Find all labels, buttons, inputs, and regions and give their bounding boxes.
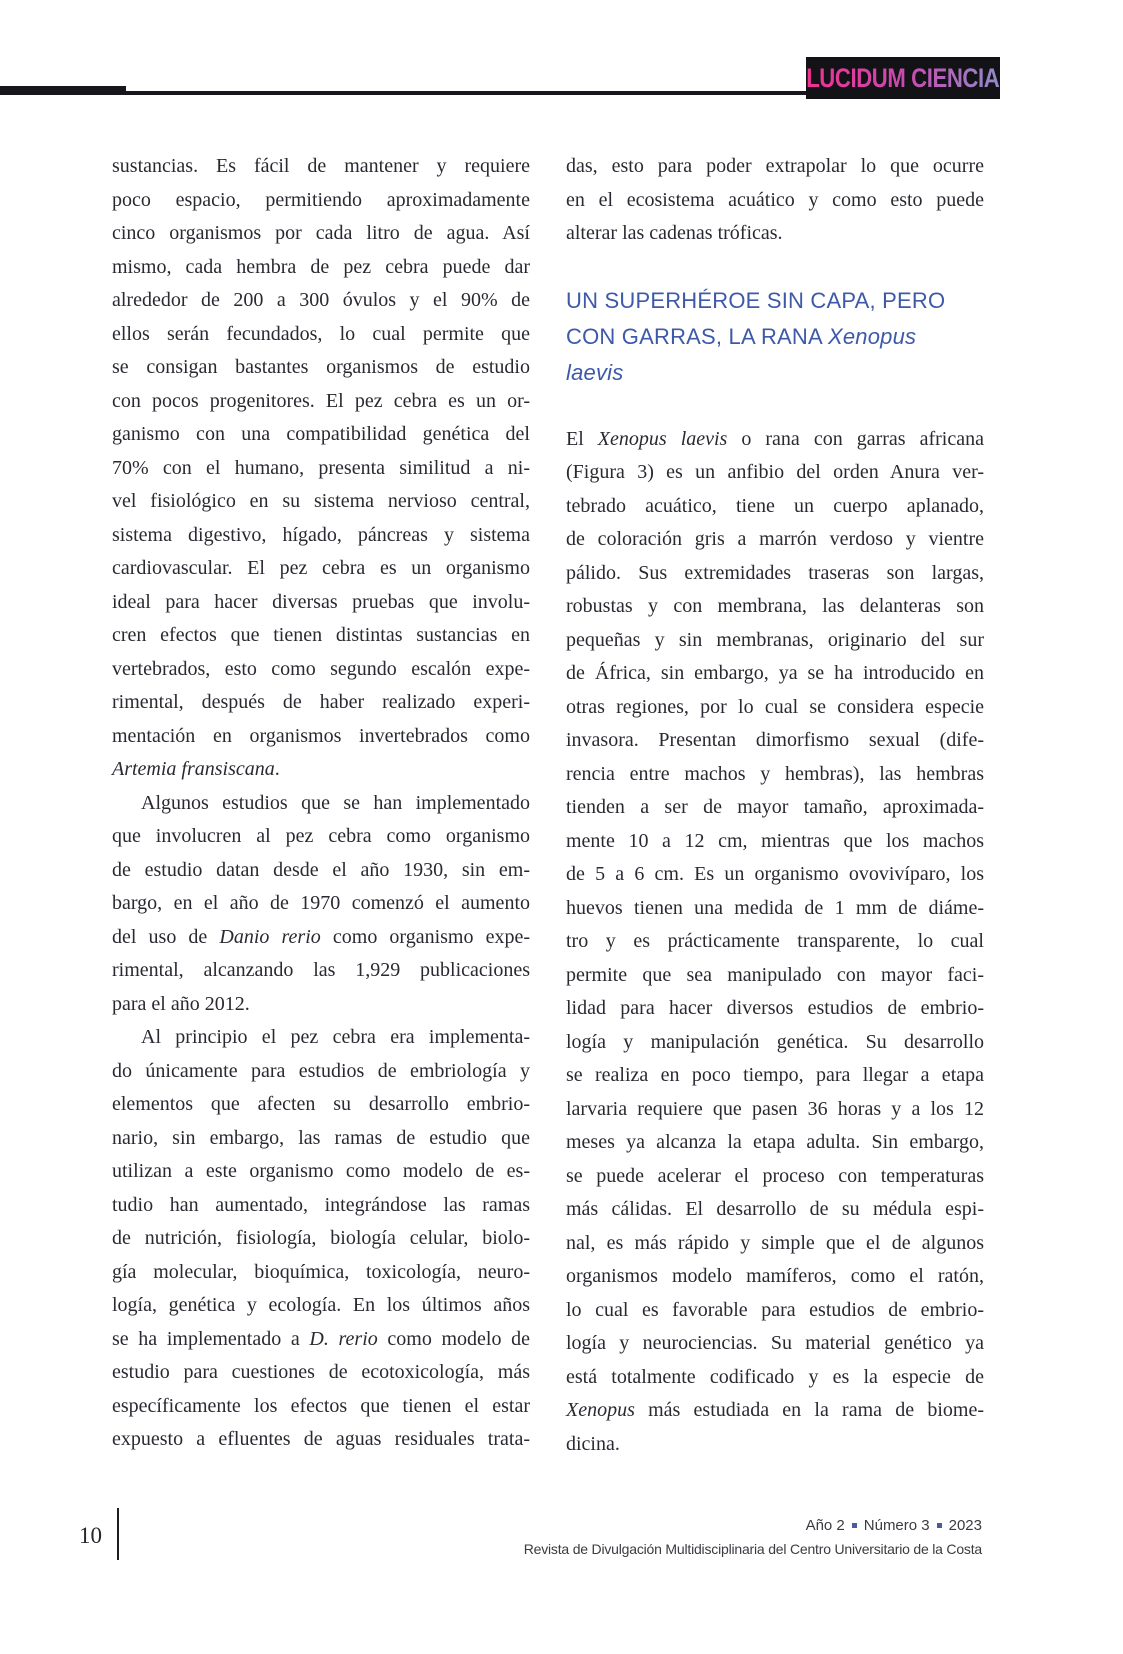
- text-line: [112, 1189, 530, 1223]
- text-run: se ha implementado a: [112, 1327, 310, 1350]
- text-line: [112, 586, 530, 620]
- header-rule: [120, 91, 810, 95]
- text-line: [566, 858, 984, 892]
- heading-line: [566, 319, 984, 355]
- text-run: de 5 a 6 cm. Es un organismo ovovivíparo, los: [566, 863, 984, 885]
- text-line: [112, 452, 530, 486]
- text-line: [566, 1193, 984, 1227]
- paragraph: [566, 423, 984, 1462]
- text-run: permite que sea manipulado con mayor faci-: [566, 963, 984, 986]
- text-run: 70% con el humano, presenta similitud a ni-: [112, 456, 530, 479]
- journal-name: Revista de Divulgación Multidisciplinaria del Centro Universitario de la Costa: [523, 1541, 982, 1557]
- text-line: [112, 1222, 530, 1256]
- text-line: [566, 150, 984, 184]
- text-run: nario, sin embargo, las ramas de estudio que: [112, 1126, 530, 1149]
- text-run: está totalmente codificado y es la especie de: [566, 1365, 984, 1388]
- text-run: nal, es más rápido y simple que el de algunos: [566, 1231, 984, 1254]
- text-line: [112, 1055, 530, 1089]
- text-line: [566, 1428, 984, 1462]
- text-run: más estudiada en la rama de biome-: [634, 1399, 984, 1421]
- text-run: larvaria requiere que pasen 36 horas y a los 12: [566, 1097, 984, 1120]
- text-run: organismos modelo mamíferos, como el ratón,: [566, 1265, 984, 1287]
- text-run: sistema digestivo, hígado, páncreas y sistema: [112, 523, 530, 546]
- text-line: [112, 653, 530, 687]
- text-run: meses ya alcanza la etapa adulta. Sin embargo,: [566, 1131, 984, 1153]
- text-run: rimental, después de haber realizado experi-: [112, 691, 530, 713]
- footer-info: [524, 1517, 982, 1557]
- text-run: Algunos estudios que se han implementado: [141, 791, 530, 814]
- text-line: [112, 1122, 530, 1156]
- text-line: [566, 423, 984, 457]
- species-name-italic: Xenopus: [566, 1399, 635, 1421]
- text-run: lo cual es favorable para estudios de embrio-: [566, 1298, 984, 1321]
- text-run: o rana con garras africana: [727, 427, 984, 450]
- text-line: [566, 992, 984, 1026]
- text-line: [112, 217, 530, 251]
- heading-line: [566, 355, 984, 391]
- text-line: [112, 351, 530, 385]
- text-run: Al principio el pez cebra era implementa-: [141, 1026, 530, 1048]
- text-run: CON GARRAS, LA RANA: [566, 323, 828, 349]
- text-run: de África, sin embargo, ya se ha introducido en: [566, 662, 984, 684]
- text-run: con pocos progenitores. El pez cebra es un or-: [112, 389, 530, 412]
- text-run: rimental, alcanzando las 1,929 publicaciones: [112, 959, 530, 981]
- text-line: [112, 753, 530, 787]
- species-name-italic: laevis: [566, 359, 624, 385]
- text-run: vertebrados, esto como segundo escalón expe-: [112, 657, 530, 680]
- heading-line: [566, 283, 984, 319]
- text-run: (Figura 3) es un anfibio del orden Anura ver-: [566, 461, 984, 483]
- issue-date: 2023: [948, 1517, 982, 1534]
- text-line: [112, 619, 530, 653]
- text-line: [566, 1059, 984, 1093]
- text-run: El: [566, 427, 598, 450]
- text-line: [112, 552, 530, 586]
- brand-logo-text: LUCIDUM CIENCIA: [806, 62, 1000, 93]
- text-run: cinco organismos por cada litro de agua. Así: [112, 222, 530, 244]
- text-line: [112, 418, 530, 452]
- issue-year: Año 2: [805, 1517, 845, 1534]
- text-line: [566, 724, 984, 758]
- text-run: dicina.: [566, 1432, 620, 1455]
- text-line: [566, 456, 984, 490]
- text-line: [112, 686, 530, 720]
- text-line: [112, 1390, 530, 1424]
- text-run: pálido. Sus extremidades traseras son largas,: [566, 561, 984, 584]
- text-run: poco espacio, permitiendo aproximadamente: [112, 188, 530, 211]
- species-name-italic: D. rerio: [309, 1327, 378, 1350]
- header-thick-bar: [0, 86, 126, 95]
- text-run: ellos serán fecundados, lo cual permite que: [112, 322, 530, 345]
- text-run: en el ecosistema acuático y como esto puede: [566, 188, 984, 211]
- brand-logo: [806, 57, 1000, 99]
- section-heading: [566, 283, 984, 391]
- text-line: [566, 657, 984, 691]
- separator-square-icon: [852, 1523, 857, 1528]
- text-run: utilizan a este organismo como modelo de es-: [112, 1160, 530, 1182]
- text-run: tienden a ser de mayor tamaño, aproximada-: [566, 796, 984, 818]
- text-line: [112, 787, 530, 821]
- text-line: [566, 1294, 984, 1328]
- text-line: [112, 1155, 530, 1189]
- text-line: [566, 1327, 984, 1361]
- text-line: [566, 490, 984, 524]
- species-name-italic: Xenopus: [827, 323, 917, 349]
- text-run: como modelo de: [377, 1327, 530, 1350]
- text-line: [566, 791, 984, 825]
- text-line: [112, 485, 530, 519]
- text-run: sustancias. Es fácil de mantener y requiere: [112, 155, 530, 177]
- text-run: .: [274, 758, 280, 780]
- text-run: do únicamente para estudios de embriología y: [112, 1059, 530, 1082]
- text-run: huevos tienen una medida de 1 mm de diáme-: [566, 896, 984, 919]
- text-line: [112, 954, 530, 988]
- text-line: [566, 925, 984, 959]
- text-line: [566, 959, 984, 993]
- text-line: [112, 1323, 530, 1357]
- text-line: [566, 590, 984, 624]
- text-line: [112, 820, 530, 854]
- text-line: [112, 1088, 530, 1122]
- text-line: [566, 1026, 984, 1060]
- species-name-italic: Xenopus laevis: [597, 427, 728, 450]
- text-run: tebrado acuático, tiene un cuerpo aplanado,: [566, 494, 984, 517]
- text-run: gía molecular, bioquímica, toxicología, neuro-: [112, 1260, 530, 1283]
- text-line: [112, 887, 530, 921]
- text-run: se realiza en poco tiempo, para llegar a etapa: [566, 1064, 984, 1086]
- text-line: [112, 1356, 530, 1390]
- text-line: [566, 1361, 984, 1395]
- text-line: [566, 892, 984, 926]
- text-run: como organismo expe-: [320, 925, 531, 948]
- text-run: que involucren al pez cebra como organismo: [112, 825, 530, 847]
- text-run: robustas y con membrana, las delanteras son: [566, 595, 984, 617]
- text-run: del uso de: [112, 925, 220, 948]
- text-run: se puede acelerar el proceso con temperaturas: [566, 1164, 984, 1187]
- text-line: [112, 251, 530, 285]
- text-line: [112, 854, 530, 888]
- page-number: 10: [79, 1523, 102, 1548]
- text-run: tro y es prácticamente transparente, lo cual: [566, 930, 984, 952]
- text-line: [566, 217, 984, 251]
- text-line: [566, 1260, 984, 1294]
- text-line: [112, 519, 530, 553]
- paragraph: [112, 150, 530, 1457]
- text-run: invasora. Presentan dimorfismo sexual (dife-: [566, 729, 984, 751]
- text-run: logía y neurociencias. Su material genético ya: [566, 1332, 984, 1354]
- text-run: tudio han aumentado, integrándose las ramas: [112, 1193, 530, 1216]
- text-line: [112, 150, 530, 184]
- text-line: [566, 1227, 984, 1261]
- left-column: [112, 150, 530, 1457]
- text-run: alterar las cadenas tróficas.: [566, 222, 783, 244]
- species-name-italic: Danio rerio: [219, 925, 321, 948]
- text-line: [112, 385, 530, 419]
- text-line: [112, 1289, 530, 1323]
- text-run: se consigan bastantes organismos de estudio: [112, 356, 530, 378]
- text-run: de coloración gris a marrón verdoso y vientre: [566, 528, 984, 550]
- text-run: mismo, cada hembra de pez cebra puede dar: [112, 255, 530, 278]
- text-line: [566, 1093, 984, 1127]
- text-run: ganismo con una compatibilidad genética del: [112, 423, 530, 445]
- text-run: cardiovascular. El pez cebra es un organismo: [112, 557, 530, 579]
- issue-number: Número 3: [863, 1517, 930, 1534]
- text-run: estudio para cuestiones de ecotoxicología, más: [112, 1361, 530, 1383]
- species-name-italic: Artemia fransiscana: [112, 758, 275, 780]
- text-run: mente 10 a 12 cm, mientras que los machos: [566, 829, 984, 852]
- text-line: [566, 624, 984, 658]
- text-run: pequeñas y sin membranas, originario del sur: [566, 628, 984, 651]
- text-run: logía y manipulación genética. Su desarrollo: [566, 1030, 984, 1053]
- text-run: de nutrición, fisiología, biología celular, biolo-: [112, 1227, 530, 1249]
- text-run: más cálidas. El desarrollo de su médula espi-: [566, 1198, 984, 1220]
- text-line: [566, 184, 984, 218]
- text-line: [112, 1021, 530, 1055]
- text-line: [112, 318, 530, 352]
- separator-square-icon: [937, 1523, 942, 1528]
- text-run: ideal para hacer diversas pruebas que involu-: [112, 590, 530, 613]
- text-run: para el año 2012.: [112, 992, 250, 1015]
- text-line: [112, 921, 530, 955]
- text-run: elementos que afecten su desarrollo embrio-: [112, 1093, 530, 1115]
- text-run: bargo, en el año de 1970 comenzó el aumento: [112, 892, 530, 914]
- text-line: [112, 988, 530, 1022]
- paragraph: [566, 150, 984, 251]
- right-column: [566, 150, 984, 1461]
- text-line: [112, 184, 530, 218]
- text-run: rencia entre machos y hembras), las hembras: [566, 762, 984, 785]
- text-line: [566, 1394, 984, 1428]
- page-number-rule: [117, 1508, 119, 1560]
- text-line: [566, 691, 984, 725]
- text-run: cren efectos que tienen distintas sustancias en: [112, 624, 530, 646]
- text-line: [566, 1160, 984, 1194]
- text-line: [112, 1423, 530, 1457]
- text-run: logía, genética y ecología. En los últimos años: [112, 1294, 530, 1316]
- text-run: UN SUPERHÉROE SIN CAPA, PERO: [566, 287, 946, 313]
- text-run: de estudio datan desde el año 1930, sin em-: [112, 858, 530, 881]
- text-run: mentación en organismos invertebrados como: [112, 724, 530, 747]
- text-run: específicamente los efectos que tienen el estar: [112, 1394, 530, 1417]
- text-line: [566, 758, 984, 792]
- text-run: otras regiones, por lo cual se considera especie: [566, 695, 984, 718]
- text-run: lidad para hacer diversos estudios de embrio-: [566, 997, 984, 1019]
- text-line: [566, 523, 984, 557]
- text-line: [566, 1126, 984, 1160]
- text-line: [566, 557, 984, 591]
- issue-info: [806, 1517, 982, 1534]
- text-line: [112, 1256, 530, 1290]
- text-line: [112, 284, 530, 318]
- text-run: das, esto para poder extrapolar lo que ocurre: [566, 155, 984, 177]
- text-run: alrededor de 200 a 300 óvulos y el 90% de: [112, 289, 530, 311]
- text-run: expuesto a efluentes de aguas residuales trata-: [112, 1428, 530, 1450]
- text-run: vel fisiológico en su sistema nervioso central,: [112, 490, 530, 512]
- text-line: [112, 720, 530, 754]
- text-line: [566, 825, 984, 859]
